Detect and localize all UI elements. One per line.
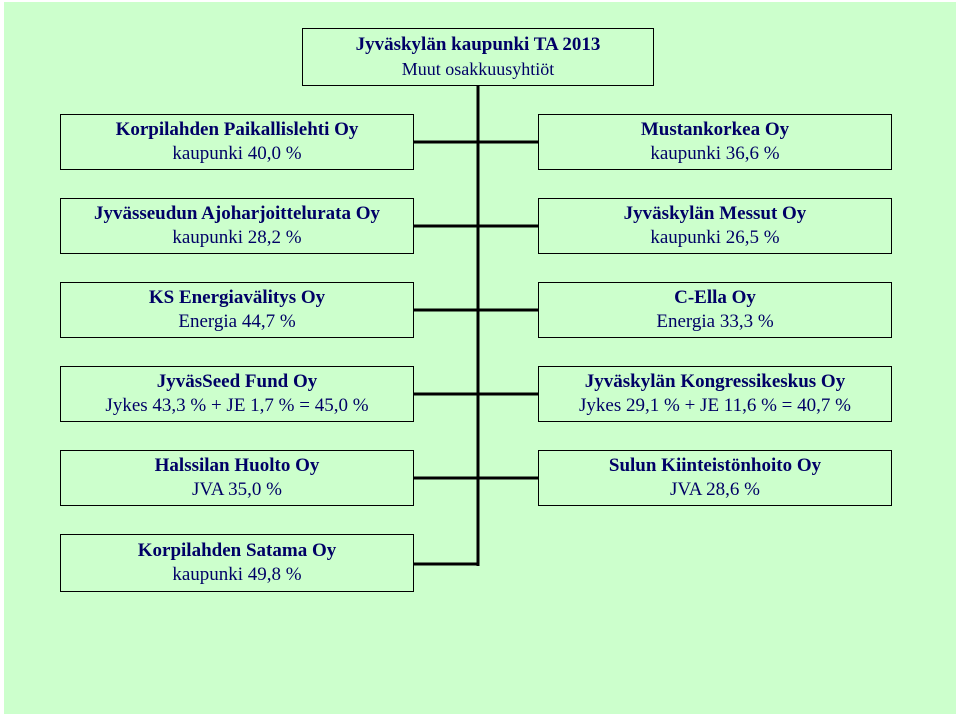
company-box-right-3 (538, 282, 892, 338)
company-name: Korpilahden Paikallislehti Oy (115, 119, 359, 140)
company-name: C-Ella Oy (674, 287, 756, 308)
company-name: Korpilahden Satama Oy (137, 540, 337, 561)
company-share: kaupunki 28,2 % (172, 227, 302, 248)
company-box-right-1 (538, 114, 892, 170)
company-share: JVA 35,0 % (192, 479, 282, 500)
company-box-left-1 (60, 114, 414, 170)
company-name: Jyväskylän Kongressikeskus Oy (584, 371, 846, 392)
company-share: Jykes 29,1 % + JE 11,6 % = 40,7 % (579, 395, 851, 416)
company-name: KS Energiavälitys Oy (148, 287, 326, 308)
company-box-left-2 (60, 198, 414, 254)
company-share: Energia 44,7 % (178, 311, 296, 332)
company-box-left-3 (60, 282, 414, 338)
company-share: kaupunki 49,8 % (172, 564, 302, 585)
company-box-left-6 (60, 534, 414, 592)
company-share: Jykes 43,3 % + JE 1,7 % = 45,0 % (105, 395, 369, 416)
company-box-left-5 (60, 450, 414, 506)
company-name: JyväsSeed Fund Oy (156, 371, 318, 392)
company-share: kaupunki 40,0 % (172, 143, 302, 164)
root-subtitle: Muut osakkuusyhtiöt (401, 59, 555, 79)
org-chart (4, 2, 956, 714)
company-name: Jyvässeudun Ajoharjoittelurata Oy (93, 203, 381, 224)
company-share: kaupunki 36,6 % (650, 143, 780, 164)
company-box-right-2 (538, 198, 892, 254)
company-box-left-4 (60, 366, 414, 422)
company-name: Sulun Kiinteistönhoito Oy (608, 455, 822, 476)
company-name: Halssilan Huolto Oy (154, 455, 320, 476)
root-box (302, 28, 654, 86)
root-title: Jyväskylän kaupunki TA 2013 (355, 34, 601, 55)
company-share: kaupunki 26,5 % (650, 227, 780, 248)
company-name: Mustankorkea Oy (640, 119, 790, 140)
company-share: Energia 33,3 % (656, 311, 774, 332)
company-box-right-4 (538, 366, 892, 422)
company-box-right-5 (538, 450, 892, 506)
company-name: Jyväskylän Messut Oy (623, 203, 807, 224)
company-share: JVA 28,6 % (670, 479, 760, 500)
connector-lines (4, 2, 956, 714)
